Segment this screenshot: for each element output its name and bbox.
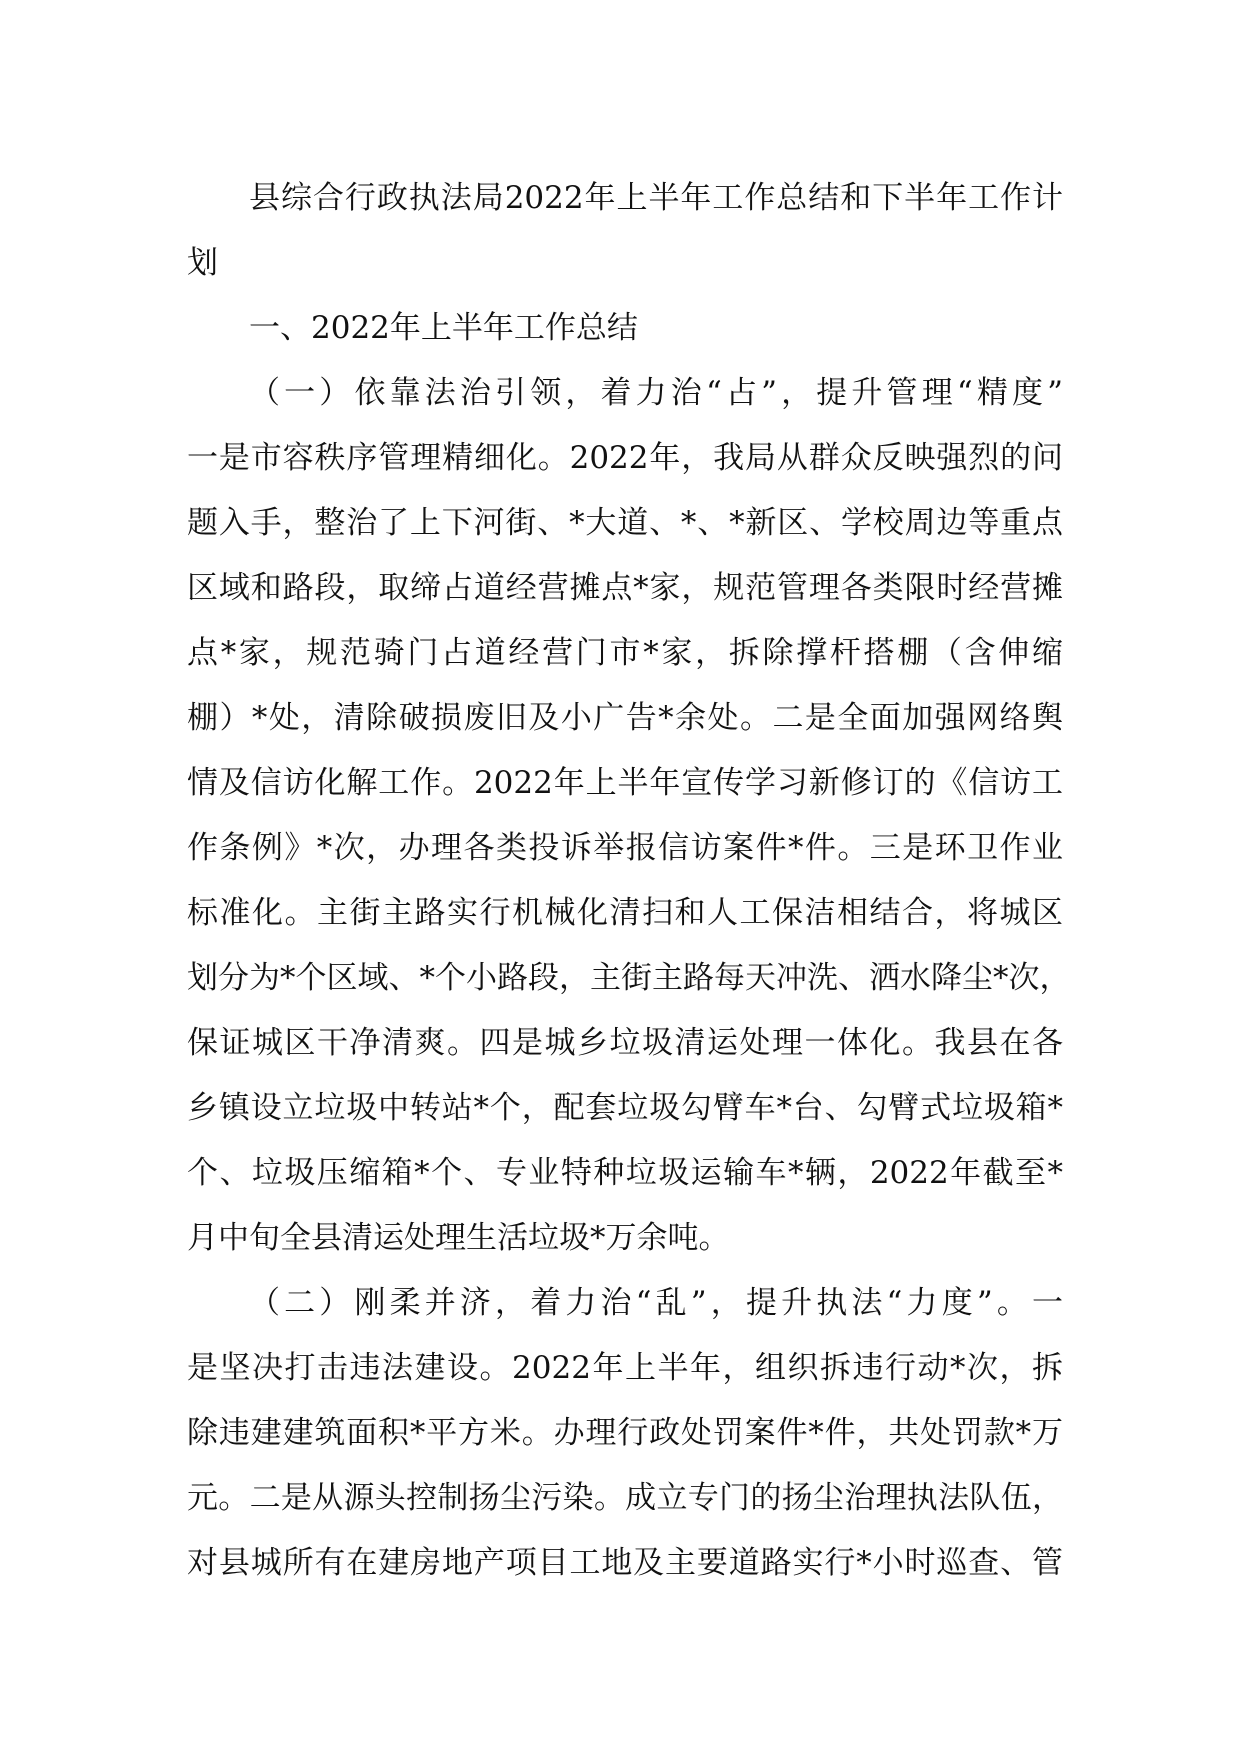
paragraph-1-line: 划分为*个区域、*个小路段，主街主路每天冲洗、洒水降尘*次， xyxy=(187,960,1071,996)
paragraph-1-line: 保证城区干净清爽。四是城乡垃圾清运处理一体化。我县在各 xyxy=(187,1025,1063,1061)
paragraph-2-line: 除违建建筑面积*平方米。办理行政处罚案件*件，共处罚款*万 xyxy=(187,1415,1063,1451)
paragraph-1-line: 作条例》*次，办理各类投诉举报信访案件*件。三是环卫作业 xyxy=(187,830,1063,866)
subsection-heading-2: （二）刚柔并济，着力治“乱”，提升执法“力度”。一 xyxy=(249,1285,1063,1321)
document-title-line-2: 划 xyxy=(187,245,218,281)
paragraph-2-line: 元。二是从源头控制扬尘污染。成立专门的扬尘治理执法队伍， xyxy=(187,1480,1063,1516)
paragraph-2-line: 对县城所有在建房地产项目工地及主要道路实行*小时巡查、管 xyxy=(187,1545,1063,1581)
document-title-line-1: 县综合行政执法局2022年上半年工作总结和下半年工作计 xyxy=(249,180,1063,216)
paragraph-1-line: 情及信访化解工作。2022年上半年宣传学习新修订的《信访工 xyxy=(187,765,1063,801)
paragraph-1-line: 乡镇设立垃圾中转站*个，配套垃圾勾臂车*台、勾臂式垃圾箱* xyxy=(187,1090,1063,1126)
paragraph-1-line: 题入手，整治了上下河街、*大道、*、*新区、学校周边等重点 xyxy=(187,505,1063,541)
document-body xyxy=(187,166,1071,1596)
paragraph-2-line: 是坚决打击违法建设。2022年上半年，组织拆违行动*次，拆 xyxy=(187,1350,1063,1386)
section-heading: 一、2022年上半年工作总结 xyxy=(249,310,638,346)
paragraph-1-line: 点*家，规范骑门占道经营门市*家，拆除撑杆搭棚（含伸缩 xyxy=(187,635,1063,671)
subsection-heading-1: （一）依靠法治引领，着力治“占”，提升管理“精度” xyxy=(249,375,1063,411)
paragraph-1-line: 个、垃圾压缩箱*个、专业特种垃圾运输车*辆，2022年截至* xyxy=(187,1155,1063,1191)
paragraph-1-line: 一是市容秩序管理精细化。2022年，我局从群众反映强烈的问 xyxy=(187,440,1063,476)
paragraph-1-line: 区域和路段，取缔占道经营摊点*家，规范管理各类限时经营摊 xyxy=(187,570,1063,606)
paragraph-1-line: 标准化。主街主路实行机械化清扫和人工保洁相结合，将城区 xyxy=(187,895,1063,931)
paragraph-1-line: 棚）*处，清除破损废旧及小广告*余处。二是全面加强网络舆 xyxy=(187,700,1063,736)
paragraph-1-line: 月中旬全县清运处理生活垃圾*万余吨。 xyxy=(187,1220,730,1256)
